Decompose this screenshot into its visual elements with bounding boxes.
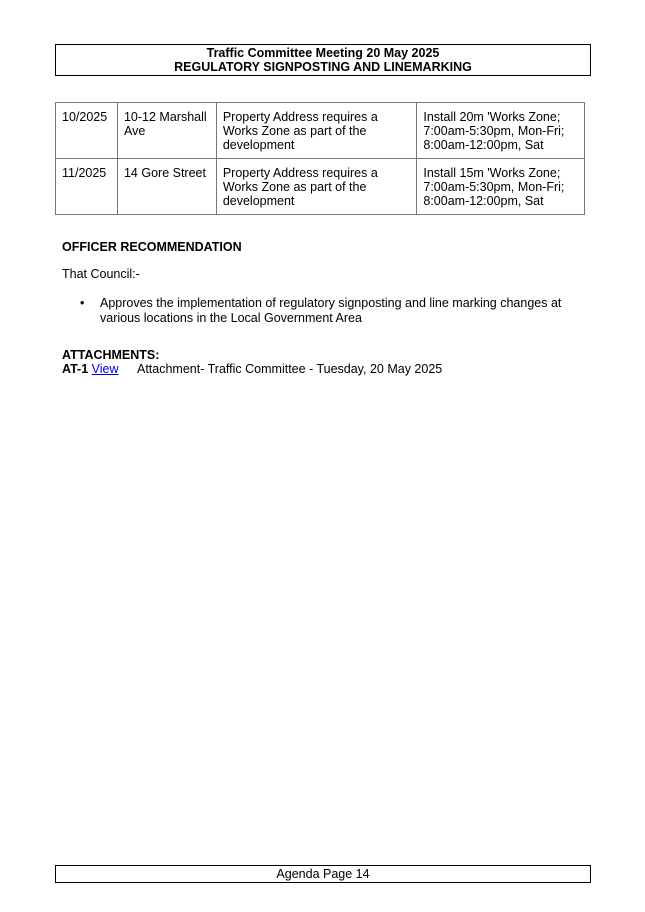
- page-number: Agenda Page 14: [276, 867, 370, 881]
- attachments-heading: ATTACHMENTS:: [62, 348, 160, 362]
- attachment-row: [62, 362, 443, 376]
- table-row: [56, 103, 585, 159]
- item-recommendation: Install 15m 'Works Zone; 7:00am-5:30pm, Mon-Fri; 8:00am-12:00pm, Sat: [417, 159, 585, 215]
- header-report-title: REGULATORY SIGNPOSTING AND LINEMARKING: [174, 60, 472, 74]
- item-location: 10-12 Marshall Ave: [117, 103, 216, 159]
- item-ref: 11/2025: [56, 159, 118, 215]
- item-ref: 10/2025: [56, 103, 118, 159]
- page-header: [55, 44, 591, 76]
- item-issue: Property Address requires a Works Zone as part of the development: [216, 103, 417, 159]
- table-row: [56, 159, 585, 215]
- recommendation-item-text: Approves the implementation of regulatory signposting and line marking changes at various locations in the Local Government Area: [100, 296, 562, 325]
- items-table: [55, 102, 585, 215]
- attachment-description: Attachment- Traffic Committee - Tuesday, 20 May 2025: [137, 362, 443, 376]
- attachment-id: AT-1: [62, 362, 89, 376]
- attachment-view-link[interactable]: View: [91, 362, 119, 376]
- item-recommendation: Install 20m 'Works Zone; 7:00am-5:30pm, Mon-Fri; 8:00am-12:00pm, Sat: [417, 103, 585, 159]
- recommendation-intro: That Council:-: [62, 267, 140, 281]
- item-issue: Property Address requires a Works Zone as part of the development: [216, 159, 417, 215]
- item-location: 14 Gore Street: [117, 159, 216, 215]
- page-footer: [55, 865, 591, 883]
- header-meeting-title: Traffic Committee Meeting 20 May 2025: [206, 46, 440, 60]
- recommendation-heading: OFFICER RECOMMENDATION: [62, 240, 242, 254]
- bullet-icon: •: [80, 296, 85, 310]
